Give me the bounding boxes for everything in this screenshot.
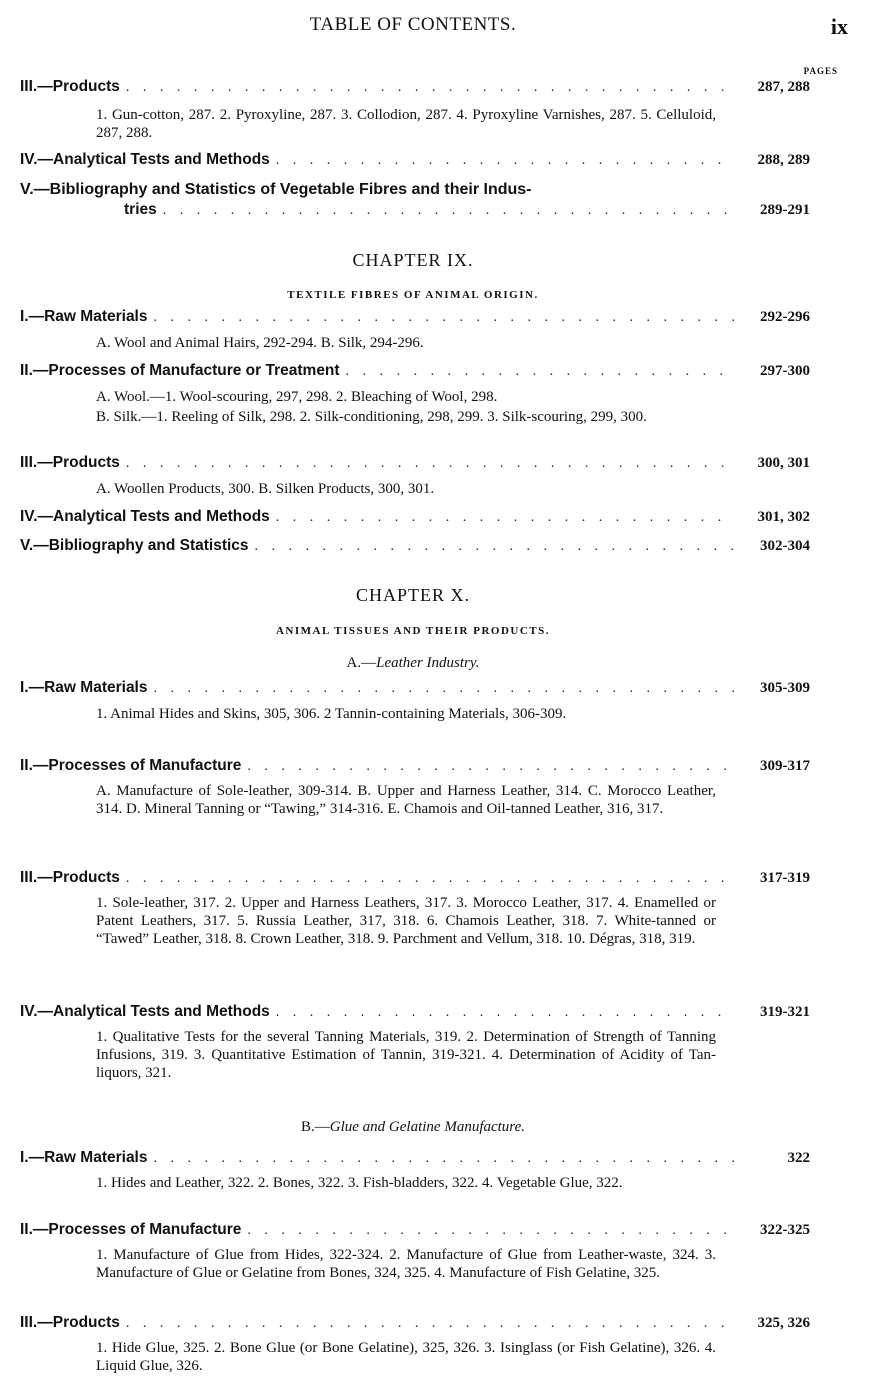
leader-dots	[247, 759, 734, 775]
section-heading: I.—Raw Materials	[20, 308, 148, 325]
page-range: 322-325	[760, 1222, 810, 1238]
page-range: 292-296	[760, 309, 810, 325]
section-description: A. Wool.—1. Wool-scouring, 297, 298. 2. Bleaching of Wool, 298.	[96, 389, 498, 405]
leader-dots	[276, 510, 734, 526]
part-label: B.—	[301, 1119, 330, 1135]
leader-dots	[126, 1316, 734, 1332]
page-range: 302-304	[760, 538, 810, 554]
page-range: 287, 288	[757, 79, 810, 95]
page-title: TABLE OF CONTENTS.	[309, 14, 517, 35]
page-range: 317-319	[760, 870, 810, 886]
page-range: 300, 301	[757, 455, 810, 471]
part-heading	[0, 1119, 826, 1136]
chapter-title: CHAPTER IX.	[352, 250, 474, 270]
section-description: A. Wool and Animal Hairs, 292-294. B. Silk, 294-296.	[96, 335, 424, 351]
page-range: 297-300	[760, 363, 810, 379]
section-description: B. Silk.—1. Reeling of Silk, 298. 2. Silk-conditioning, 298, 299. 3. Silk-scouring, 299, 300.	[96, 409, 647, 425]
section-heading: III.—Products	[20, 454, 120, 471]
leader-dots	[163, 203, 734, 219]
toc-entry	[20, 537, 810, 559]
part-label: A.—	[346, 655, 377, 671]
leader-dots	[154, 681, 735, 697]
toc-entry	[20, 679, 810, 701]
toc-entry	[20, 308, 810, 330]
toc-entry	[124, 201, 810, 223]
page-range: 319-321	[760, 1004, 810, 1020]
section-description: A. Woollen Products, 300. B. Silken Products, 300, 301.	[96, 481, 435, 497]
section-description: 1. Hides and Leather, 322. 2. Bones, 322. 3. Fish-bladders, 322. 4. Vegetable Glue, 322.	[96, 1175, 623, 1191]
section-heading: IV.—Analytical Tests and Methods	[20, 151, 270, 168]
toc-entry	[20, 1314, 810, 1336]
leader-dots	[126, 80, 734, 96]
pages-column-label: PAGES	[803, 66, 838, 76]
section-description: 1. Manufacture of Glue from Hides, 322-324. 2. Manufacture of Glue from Leather-waste, 324. 3. Manufacture of Glue or Gelatine from Bones, 324, 325. 4. Manufacture of Fish Gelatine, 325.	[96, 1247, 716, 1281]
section-heading: IV.—Analytical Tests and Methods	[20, 1003, 270, 1020]
section-heading: I.—Raw Materials	[20, 1149, 148, 1166]
section-heading: III.—Products	[20, 78, 120, 95]
leader-dots	[247, 1223, 734, 1239]
section-heading: III.—Products	[20, 869, 120, 886]
leader-dots	[276, 1005, 734, 1021]
section-description: 1. Sole-leather, 317. 2. Upper and Harness Leathers, 317. 3. Morocco Leather, 317. 4. Enamelled or Patent Leathers, 317. 5. Russia Leather, 317, 318. 6. Chamois Leather, 318. 7. White-tanned or “Tawed” Leather, 318. 8. Crown Leather, 318. 9. Parchment and Vellum, 318. 10. Dégras, 318, 319.	[96, 895, 716, 947]
section-description: 1. Animal Hides and Skins, 305, 306. 2 Tannin-containing Materials, 306-309.	[96, 706, 567, 722]
section-heading: I.—Raw Materials	[20, 679, 148, 696]
toc-entry	[20, 78, 810, 100]
toc-entry	[20, 757, 810, 779]
page-range: 309-317	[760, 758, 810, 774]
leader-dots	[255, 539, 734, 555]
page-range: 289-291	[760, 202, 810, 218]
part-heading	[0, 655, 826, 672]
leader-dots	[346, 364, 734, 380]
toc-entry	[20, 1221, 810, 1243]
section-heading: II.—Processes of Manufacture	[20, 1221, 242, 1238]
page-range: 301, 302	[757, 509, 810, 525]
leader-dots	[276, 153, 734, 169]
toc-entry	[20, 454, 810, 476]
section-heading: II.—Processes of Manufacture	[20, 757, 242, 774]
part-title: Glue and Gelatine Manufacture.	[329, 1119, 525, 1135]
page-range: 305-309	[760, 680, 810, 696]
toc-entry	[20, 1003, 810, 1025]
page-range: 288, 289	[757, 152, 810, 168]
toc-entry	[20, 151, 810, 173]
part-title: Leather Industry.	[376, 655, 480, 671]
section-heading: II.—Processes of Manufacture or Treatment	[20, 362, 340, 379]
toc-entry	[20, 869, 810, 891]
page-range: 322	[787, 1150, 810, 1166]
toc-entry	[20, 362, 810, 384]
toc-entry	[20, 1149, 810, 1171]
section-heading: IV.—Analytical Tests and Methods	[20, 508, 270, 525]
chapter-title: CHAPTER X.	[355, 585, 470, 605]
chapter-subtitle: ANIMAL TISSUES AND THEIR PRODUCTS.	[275, 625, 550, 637]
chapter-subtitle: TEXTILE FIBRES OF ANIMAL ORIGIN.	[287, 289, 539, 301]
page-range: 325, 326	[757, 1315, 810, 1331]
section-description: 1. Hide Glue, 325. 2. Bone Glue (or Bone Gelatine), 325, 326. 3. Isinglass (or Fish Gelatine), 326. 4. Liquid Glue, 326.	[96, 1340, 716, 1374]
section-heading-line: V.—Bibliography and Statistics of Vegetable Fibres and their Indus-	[20, 181, 532, 198]
section-description: 1. Gun-cotton, 287. 2. Pyroxyline, 287. 3. Collodion, 287. 4. Pyroxyline Varnishes, 287. 5. Celluloid, 287, 288.	[96, 107, 716, 141]
page-number: ix	[830, 14, 848, 39]
leader-dots	[126, 456, 734, 472]
running-header	[0, 14, 876, 44]
section-heading: III.—Products	[20, 1314, 120, 1331]
section-heading: V.—Bibliography and Statistics	[20, 537, 249, 554]
leader-dots	[126, 871, 734, 887]
leader-dots	[154, 310, 735, 326]
section-description: A. Manufacture of Sole-leather, 309-314. B. Upper and Harness Leather, 314. C. Morocco Leather, 314. D. Mineral Tanning or “Tawing,” 314-316. E. Chamois and Oil-tanned Leather, 316, 317.	[96, 783, 716, 817]
toc-entry	[20, 508, 810, 530]
leader-dots	[154, 1151, 735, 1167]
section-description: 1. Qualitative Tests for the several Tanning Materials, 319. 2. Determination of Strength of Tanning Infusions, 319. 3. Quantitative Estimation of Tannin, 319-321. 4. Determination of Acidity of Tan-liquors, 321.	[96, 1029, 716, 1081]
section-heading: tries	[124, 201, 157, 218]
